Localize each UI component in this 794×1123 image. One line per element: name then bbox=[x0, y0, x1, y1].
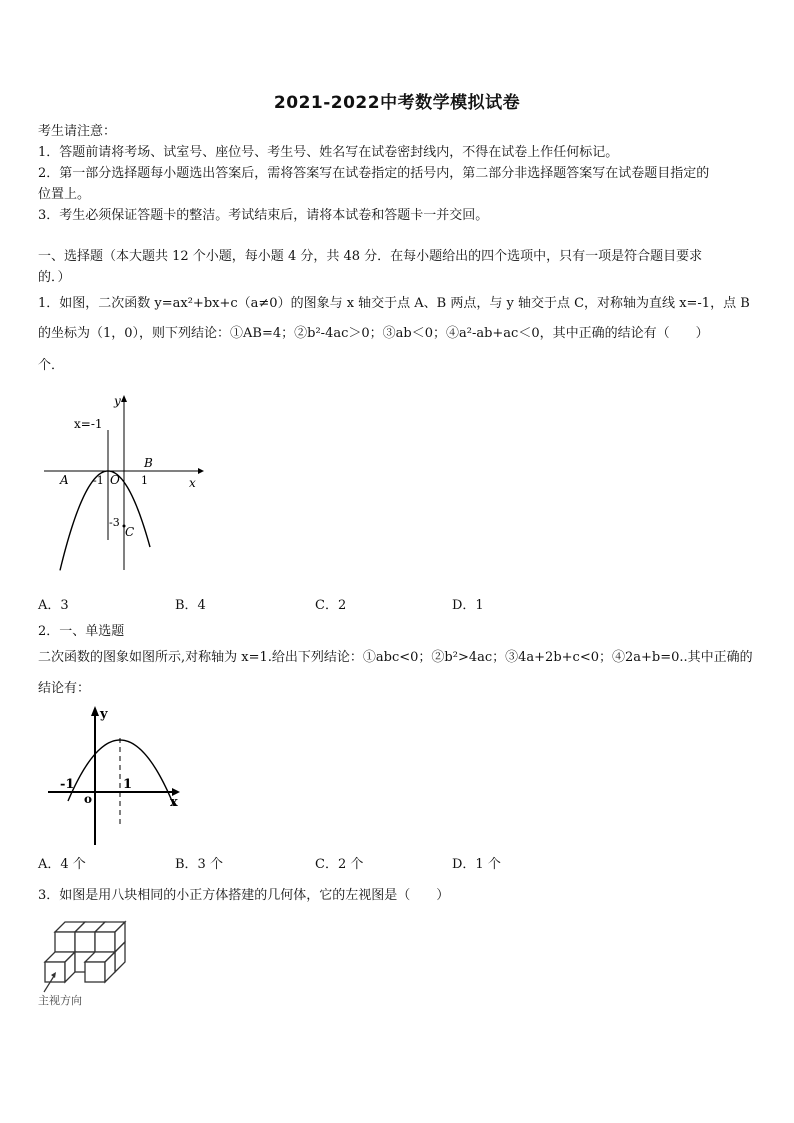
q2-choice-c[interactable]: C．2 个 bbox=[315, 857, 364, 872]
q2-tick-1: 1 bbox=[123, 777, 133, 792]
q2-origin-label: o bbox=[84, 792, 93, 806]
q1-stem-line3: 个． bbox=[38, 358, 65, 373]
q1-stem-line2: 的坐标为（1，0），则下列结论：①AB=4；②b²-4ac＞0；③ab＜0；④a²-ab+ac＜0，其中正确的结论有（ ） bbox=[38, 326, 709, 341]
q1-y-label: y bbox=[114, 394, 121, 408]
q1-x-arrow bbox=[198, 468, 204, 474]
q2-choice-a[interactable]: A．4 个 bbox=[38, 857, 86, 872]
q1-label-a: A bbox=[60, 473, 69, 487]
notice-item-3: 3．考生必须保证答题卡的整洁。考试结束后，请将本试卷和答题卡一并交回。 bbox=[38, 208, 489, 223]
section-heading-cont: 的．） bbox=[38, 270, 71, 285]
q1-stem-line1: 1．如图，二次函数 y=ax²+bx+c（a≠0）的图象与 x 轴交于点 A、B 两点，与 y 轴交于点 C，对称轴为直线 x=-1，点 B bbox=[38, 296, 750, 311]
q2-parabola-figure bbox=[38, 700, 198, 850]
q2-stem-line1: 2．一、单选题 bbox=[38, 624, 125, 639]
q3-view-label: 主视方向 bbox=[38, 994, 82, 1007]
q2-choice-b[interactable]: B．3 个 bbox=[175, 857, 223, 872]
q1-label-c: C bbox=[125, 525, 135, 539]
q2-y-arrow bbox=[91, 706, 99, 716]
q2-x-label: x bbox=[170, 795, 178, 810]
q1-x-label: x bbox=[189, 476, 196, 490]
q1-choice-c[interactable]: C．2 bbox=[315, 598, 347, 613]
q3-cube-upper-3 bbox=[95, 932, 115, 952]
q1-parabola-figure bbox=[38, 390, 208, 575]
q1-y-arrow bbox=[121, 395, 127, 402]
notice-item-1: 1．答题前请将考场、试室号、座位号、考生号、姓名写在试卷密封线内，不得在试卷上作任何标记。 bbox=[38, 145, 619, 160]
q1-label-origin: O bbox=[110, 473, 120, 487]
section-heading: 一、选择题（本大题共 12 个小题，每小题 4 分，共 48 分．在每小题给出的四个选项中，只有一项是符合题目要求 bbox=[38, 249, 703, 264]
q2-choice-d[interactable]: D．1 个 bbox=[452, 857, 501, 872]
notice-item-2: 2．第一部分选择题每小题选出答案后，需将答案写在试卷指定的括号内，第二部分非选择题答案写在试卷题目指定的 bbox=[38, 166, 710, 181]
q1-tick-neg3: -3 bbox=[109, 516, 120, 529]
q1-tick-1: 1 bbox=[141, 474, 148, 487]
q1-parabola-curve bbox=[60, 471, 150, 570]
q1-tick-neg1: -1 bbox=[93, 474, 104, 487]
q1-choice-d[interactable]: D．1 bbox=[452, 598, 484, 613]
q1-symmetry-label: x=-1 bbox=[74, 417, 103, 431]
q3-cube-front-2 bbox=[85, 962, 105, 982]
q2-stem-line3: 结论有： bbox=[38, 681, 91, 696]
notice-heading: 考生请注意： bbox=[38, 124, 117, 139]
q3-cube-upper-2 bbox=[75, 932, 95, 952]
q1-choice-b[interactable]: B．4 bbox=[175, 598, 206, 613]
q3-cube-upper-1 bbox=[55, 932, 75, 952]
q3-cube-front-1 bbox=[45, 962, 65, 982]
q2-stem-line2: 二次函数的图象如图所示,对称轴为 x=1.给出下列结论：①abc<0；②b²>4ac；③4a+2b+c<0；④2a+b=0..其中正确的 bbox=[38, 650, 753, 665]
q2-y-label: y bbox=[100, 707, 108, 722]
q1-choice-a[interactable]: A．3 bbox=[38, 598, 69, 613]
notice-item-2-cont: 位置上。 bbox=[38, 187, 91, 202]
page-title: 2021-2022中考数学模拟试卷 bbox=[273, 93, 521, 113]
q3-cubes-figure bbox=[36, 912, 146, 1007]
q2-tick-neg1: -1 bbox=[60, 777, 75, 792]
q3-stem: 3．如图是用八块相同的小正方体搭建的几何体，它的左视图是（ ） bbox=[38, 888, 450, 903]
q1-label-b: B bbox=[144, 456, 153, 470]
